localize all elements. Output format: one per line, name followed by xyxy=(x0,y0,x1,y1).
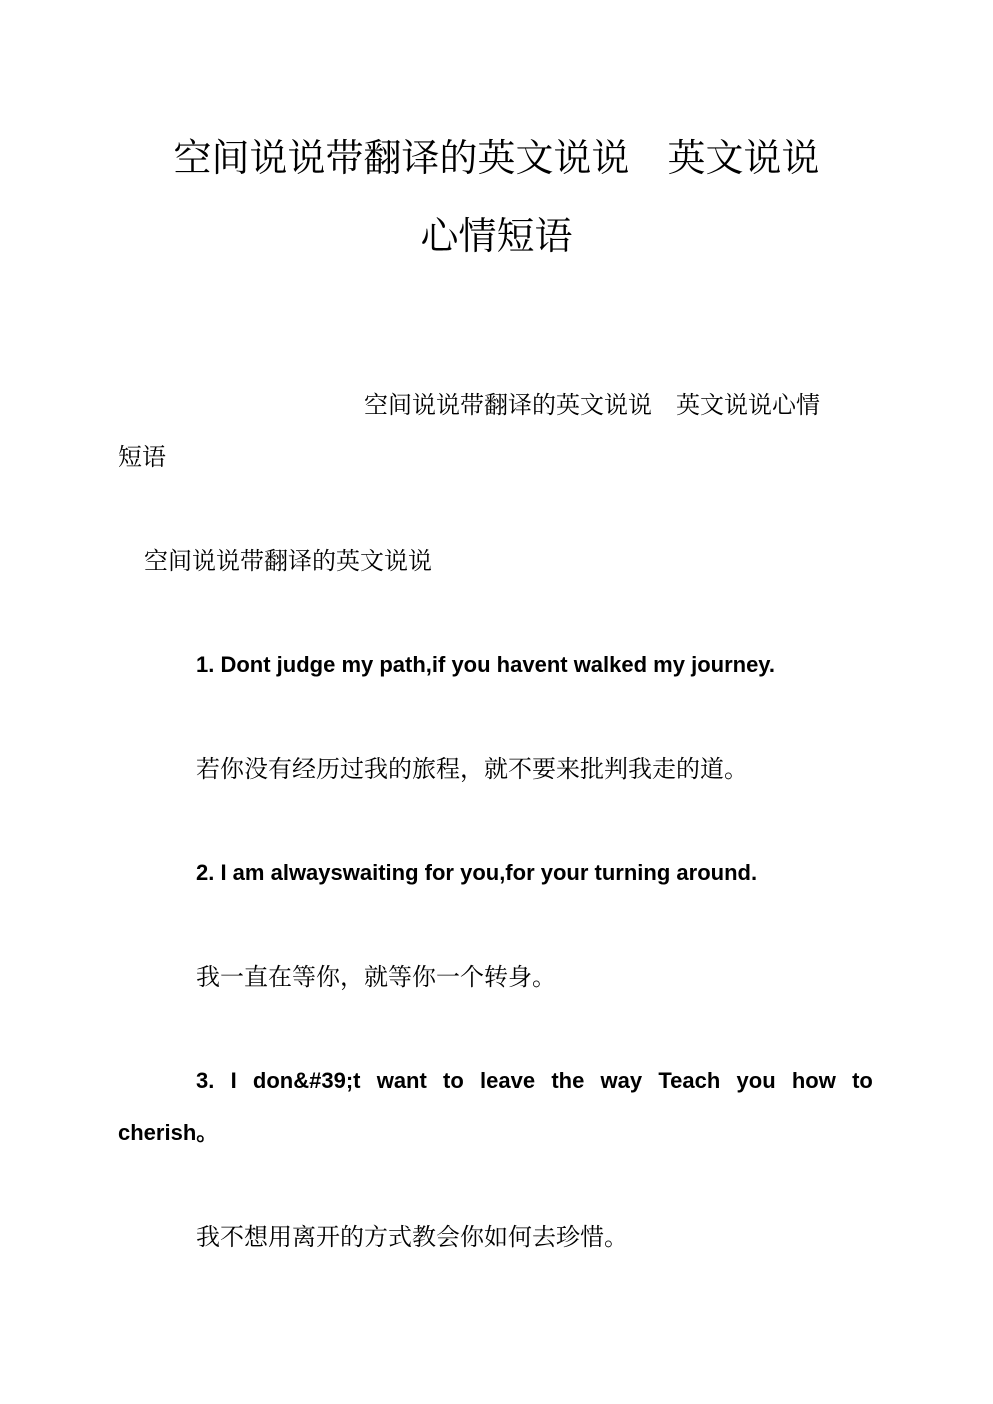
quote-3-chinese: 我不想用离开的方式教会你如何去珍惜。 xyxy=(196,1223,628,1251)
quote-3-word: the xyxy=(551,1068,585,1093)
quote-3-english-line-1 xyxy=(196,1066,873,1096)
document-title-line-1: 空间说说带翻译的英文说说 英文说说 xyxy=(173,136,820,180)
quote-3-word: to xyxy=(852,1068,873,1093)
quote-3-word: to xyxy=(443,1068,464,1093)
quote-1-english: 1. Dont judge my path,if you havent walked my journey. xyxy=(196,652,776,677)
quote-3-word: way xyxy=(600,1068,643,1093)
quote-3-word: you xyxy=(736,1068,776,1093)
quote-2-chinese: 我一直在等你，就等你一个转身。 xyxy=(196,963,556,991)
document-title-line-2: 心情短语 xyxy=(420,214,573,258)
quote-3-word: I xyxy=(230,1068,237,1093)
quote-1-chinese: 若你没有经历过我的旅程，就不要来批判我走的道。 xyxy=(196,755,748,783)
quote-3-word: 3. xyxy=(196,1068,215,1093)
quote-2-english: 2. I am alwayswaiting for you,for your turning around. xyxy=(196,860,758,885)
quote-3-word: don&#39;t xyxy=(252,1068,361,1093)
quote-3-word: how xyxy=(791,1068,836,1093)
quote-3-word: leave xyxy=(480,1068,536,1093)
quote-3-word: Teach xyxy=(658,1068,721,1093)
section-heading: 空间说说带翻译的英文说说 xyxy=(144,547,432,575)
subtitle-line-1: 空间说说带翻译的英文说说 英文说说心情 xyxy=(364,391,820,419)
quote-3-word: want xyxy=(376,1068,427,1093)
quote-3-english-line-2: cherish。 xyxy=(118,1120,219,1145)
subtitle-line-2: 短语 xyxy=(118,443,166,471)
